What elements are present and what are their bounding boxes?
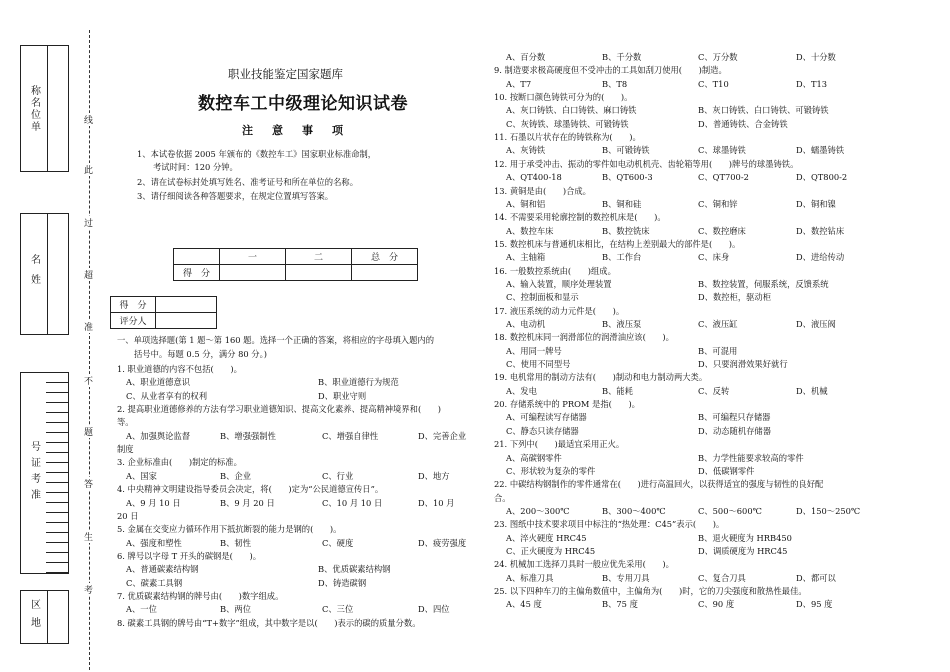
- question-text: 17. 液压系统的动力元件是( )。: [494, 305, 625, 316]
- question-text: 12. 用于承受冲击、振动的零件如电动机机壳、齿轮箱等用( )牌号的球墨铸铁。: [494, 158, 799, 169]
- answer-option: C、控制面板和显示: [506, 292, 579, 303]
- answer-option: B、千分数: [602, 52, 642, 62]
- answer-option: B、职业道德行为规范: [318, 377, 399, 388]
- question-text: 14. 不需要采用轮廓控制的数控机床是( )。: [494, 212, 666, 223]
- answer-option: A、QT400-18: [506, 172, 562, 183]
- answer-option: A、强度和塑性: [126, 537, 182, 548]
- binding-char: 生: [84, 530, 93, 543]
- grader-score-cell[interactable]: [156, 297, 217, 313]
- answer-option: A、T7: [506, 78, 532, 89]
- answer-option: A、9 月 10 日: [126, 497, 181, 508]
- answer-option: B、液压泵: [602, 319, 642, 329]
- answer-option: C、从业者享有的权利: [126, 390, 208, 401]
- answer-option: D、普通铸铁、合金铸铁: [698, 118, 788, 129]
- answer-option: A、淬火硬度 HRC45: [506, 532, 587, 543]
- region-label: 区地: [28, 599, 40, 635]
- answer-option: A、灰铸铁: [506, 145, 546, 156]
- question-text: 24. 机械加工选择刀具时一般应优先采用( )。: [494, 559, 674, 570]
- answer-option: C、球墨铸铁: [698, 145, 746, 156]
- answer-option: A、国家: [126, 470, 157, 481]
- answer-option: B、韧性: [220, 537, 251, 548]
- question-text: 10. 按断口颜色铸铁可分为的( )。: [494, 92, 633, 103]
- answer-option: A、灰口铸铁、白口铸铁、麻口铸铁: [506, 105, 637, 116]
- answer-option: B、300～400℃: [602, 505, 666, 516]
- answer-option-wrap: 制度: [117, 444, 134, 455]
- question-text: 25. 以下四种车刀的主偏角数值中，主偏角为( )时，它的刀尖强度和散热性最佳。: [494, 586, 807, 596]
- answer-option: C、万分数: [698, 52, 738, 62]
- section-heading-cont: 括号中。每题 0.5 分，满分 80 分。): [134, 349, 267, 359]
- grader-score-label: 得 分: [111, 297, 156, 313]
- binding-char: 此: [84, 163, 93, 176]
- answer-option: C、使用不同型号: [506, 359, 571, 370]
- answer-option: C、硬度: [322, 537, 354, 548]
- answer-option: B、QT600-3: [602, 172, 653, 183]
- binding-char: 准: [84, 320, 93, 333]
- question-text: 1. 职业道德的内容不包括( )。: [117, 364, 242, 374]
- answer-option: D、地方: [418, 470, 450, 481]
- binding-char: 题: [84, 425, 93, 438]
- answer-option-wrap: 20 日: [117, 510, 139, 521]
- answer-option: B、75 度: [602, 599, 638, 610]
- region-label-box: [20, 590, 48, 644]
- question-text: 13. 黄铜是由( )合成。: [494, 185, 591, 196]
- answer-option: A、高碳钢零件: [506, 452, 562, 463]
- answer-option: A、加强舆论监督: [126, 430, 191, 441]
- question-text: 20. 存储系统中的 PROM 是指( )。: [494, 399, 640, 410]
- question-text: 6. 牌号以字母 T 开头的碳钢是( )。: [117, 550, 261, 561]
- notice-line: 3、请仔细阅读各种答题要求，在规定位置填写答案。: [137, 191, 334, 201]
- question-text: 11. 石墨以片状存在的铸铁称为( )。: [494, 132, 641, 143]
- answer-option: C、形状较为复杂的零件: [506, 465, 596, 476]
- question-text: 16. 一般数控系统由( )组成。: [494, 265, 616, 276]
- question-text: 4. 中央精神文明建设指导委员会决定，将( )定为“公民道德宣传日”。: [117, 484, 384, 495]
- notice-line: 2、请在试卷标封处填写姓名、准考证号和所在单位的名称。: [137, 177, 358, 187]
- question-text: 2. 提高职业道德修养的方法有学习职业道德知识、提高文化素养、提高精神境界和( ): [117, 404, 442, 415]
- answer-option: C、数控磨床: [698, 225, 746, 236]
- unit-label-box: [20, 45, 48, 172]
- answer-option: C、反转: [698, 385, 730, 396]
- answer-option: A、输入装置，顺序处理装置: [506, 278, 612, 289]
- answer-option: C、静态只读存储器: [506, 425, 579, 436]
- grader-name-cell[interactable]: [156, 313, 217, 329]
- answer-option: D、150～250℃: [796, 505, 861, 516]
- grader-table: [110, 296, 217, 329]
- answer-option: A、主轴箱: [506, 252, 546, 263]
- answer-option: C、液压缸: [698, 319, 738, 329]
- answer-option: A、普通碳素结构钢: [126, 564, 199, 575]
- answer-option: D、95 度: [796, 599, 833, 610]
- answer-option: B、工作台: [602, 252, 642, 263]
- question-text-cont: 合。: [494, 492, 511, 503]
- id-label-box: [20, 372, 48, 574]
- score-cell[interactable]: [220, 265, 286, 281]
- answer-option: B、铜和硅: [602, 198, 642, 209]
- score-cell[interactable]: [352, 265, 418, 281]
- answer-option: D、都可以: [796, 572, 836, 583]
- notice-heading: 注 意 事 项: [242, 124, 347, 137]
- binding-char: 不: [84, 374, 93, 387]
- unit-label: 称名位单: [28, 84, 40, 133]
- answer-option: A、数控车床: [506, 225, 554, 236]
- answer-option: D、只要润滑效果好就行: [698, 359, 788, 370]
- answer-option: B、企业: [220, 470, 251, 481]
- notice-line: 1、本试卷依据 2005 年颁布的《数控车工》国家职业标准命制，: [137, 149, 377, 159]
- answer-option: D、T13: [796, 78, 828, 89]
- answer-option: B、数控装置，伺服系统，反馈系统: [698, 278, 829, 289]
- question-text: 8. 碳素工具钢的牌号由“T+数字”组成，其中数字是以( )表示的碳的质量分数。: [117, 617, 421, 628]
- question-text: 15. 数控机床与普通机床相比，在结构上差别最大的部件是( )。: [494, 238, 741, 249]
- id-label: 号证考准: [28, 441, 40, 505]
- binding-char: 考: [84, 583, 93, 596]
- answer-option: C、行业: [322, 470, 354, 481]
- unit-field[interactable]: [46, 45, 69, 172]
- question-text: 5. 金属在交变应力循环作用下抵抗断裂的能力是钢的( )。: [117, 524, 342, 535]
- binding-char: 答: [84, 477, 93, 490]
- answer-option: D、蠕墨铸铁: [796, 145, 845, 156]
- answer-option: C、三位: [322, 604, 354, 615]
- answer-option: D、完善企业: [418, 430, 467, 441]
- answer-option: A、职业道德意识: [126, 377, 191, 388]
- answer-option: D、数控柜，驱动柜: [698, 292, 772, 303]
- answer-option: C、铜和锌: [698, 198, 738, 209]
- region-field[interactable]: [46, 590, 69, 644]
- question-text: 23. 图纸中技术要求项目中标注的“热处理：C45”表示( )。: [494, 519, 725, 530]
- answer-option: D、10 月: [418, 497, 455, 508]
- answer-option: A、200～300℃: [506, 505, 570, 516]
- score-header: 总 分: [352, 249, 418, 265]
- org-title: 职业技能鉴定国家题库: [228, 67, 343, 81]
- answer-option: B、可锻铸铁: [602, 145, 650, 156]
- answer-option: D、铜和镍: [796, 198, 836, 209]
- answer-option: A、一位: [126, 604, 157, 615]
- answer-option: D、十分数: [796, 52, 836, 62]
- answer-option: D、QT800-2: [796, 172, 848, 183]
- answer-option: B、数控铣床: [602, 225, 650, 236]
- answer-option: D、疲劳强度: [418, 537, 467, 548]
- answer-option: C、T10: [698, 78, 729, 89]
- answer-option: A、可编程读写存储器: [506, 412, 587, 423]
- question-text: 21. 下列中( )最适宜采用正火。: [494, 439, 625, 450]
- score-header: 二: [286, 249, 352, 265]
- answer-option: B、力学性能要求较高的零件: [698, 452, 804, 463]
- answer-option: C、QT700-2: [698, 172, 749, 183]
- score-row-label: 得 分: [174, 265, 220, 281]
- question-text: 22. 中碳结构钢制作的零件通常在( )进行高温回火，以获得适宜的强度与韧性的良好配: [494, 479, 824, 490]
- answer-option: D、进给传动: [796, 252, 845, 263]
- answer-option: C、90 度: [698, 599, 735, 610]
- name-field[interactable]: [46, 213, 69, 335]
- score-header: 一: [220, 249, 286, 265]
- answer-option: D、低碳钢零件: [698, 465, 755, 476]
- answer-option: D、液压阀: [796, 319, 836, 329]
- section-heading: 一、单项选择题(第 1 题～第 160 题。选择一个正确的答案，将相应的字母填入题内的: [117, 335, 434, 345]
- answer-option: B、可编程只存储器: [698, 412, 771, 423]
- answer-option: C、复合刀具: [698, 572, 746, 583]
- answer-option: B、退火硬度为 HRB450: [698, 532, 792, 543]
- answer-option: B、专用刀具: [602, 572, 650, 583]
- answer-option: B、T8: [602, 78, 628, 89]
- answer-option: A、百分数: [506, 52, 546, 62]
- score-cell[interactable]: [286, 265, 352, 281]
- binding-char: 过: [84, 216, 93, 229]
- answer-option: B、优质碳素结构钢: [318, 564, 391, 575]
- answer-option: D、职业守则: [318, 390, 367, 401]
- question-text: 3. 企业标准由( )制定的标准。: [117, 457, 242, 468]
- answer-option: A、发电: [506, 385, 537, 396]
- score-table: [173, 248, 418, 281]
- notice-line: 考试时间：120 分钟。: [153, 162, 238, 172]
- answer-option: C、500～600℃: [698, 505, 762, 516]
- grader-name-label: 评分人: [111, 313, 156, 329]
- answer-option: B、增强强制性: [220, 430, 276, 441]
- answer-option: D、四位: [418, 604, 450, 615]
- binding-line: [89, 30, 90, 670]
- answer-option: C、碳素工具钢: [126, 577, 183, 588]
- answer-option: C、灰铸铁、球墨铸铁、可锻铸铁: [506, 118, 629, 129]
- question-text: 18. 数控机床同一润滑部位的润滑油应该( )。: [494, 332, 674, 343]
- answer-option: D、机械: [796, 385, 828, 396]
- answer-option: B、能耗: [602, 385, 633, 396]
- binding-char: 超: [84, 268, 93, 281]
- exam-title: 数控车工中级理论知识试卷: [198, 94, 408, 114]
- answer-option: D、调质硬度为 HRC45: [698, 545, 788, 556]
- name-label-box: [20, 213, 48, 335]
- answer-option: B、灰口铸铁、白口铸铁、可锻铸铁: [698, 105, 829, 116]
- question-text: 7. 优质碳素结构钢的牌号由( )数字组成。: [117, 590, 284, 601]
- answer-option: B、可混用: [698, 345, 738, 356]
- answer-option: A、标准刀具: [506, 572, 554, 583]
- question-text: 19. 电机常用的制动方法有( )制动和电力制动两大类。: [494, 372, 708, 383]
- answer-option: B、9 月 20 日: [220, 497, 275, 508]
- answer-option: D、数控钻床: [796, 225, 845, 236]
- answer-option: C、10 月 10 日: [322, 497, 383, 508]
- answer-option: A、电动机: [506, 319, 546, 329]
- binding-char: 线: [84, 113, 93, 126]
- answer-option: A、用同一牌号: [506, 345, 562, 356]
- answer-option: A、铜和铝: [506, 198, 546, 209]
- answer-option: C、床身: [698, 252, 730, 263]
- answer-option: D、铸造碳钢: [318, 577, 367, 588]
- answer-option: B、两位: [220, 604, 251, 615]
- answer-option: C、增强自律性: [322, 430, 379, 441]
- answer-option: A、45 度: [506, 599, 542, 610]
- question-text-cont: 等。: [117, 417, 134, 428]
- name-label: 名姓: [28, 254, 40, 294]
- question-text: 9. 制造要求极高硬度但不受冲击的工具如刮刀使用( )制造。: [494, 65, 727, 76]
- answer-option: D、动态随机存储器: [698, 425, 772, 436]
- answer-option: C、正火硬度为 HRC45: [506, 545, 596, 556]
- id-number-grid[interactable]: [46, 372, 69, 574]
